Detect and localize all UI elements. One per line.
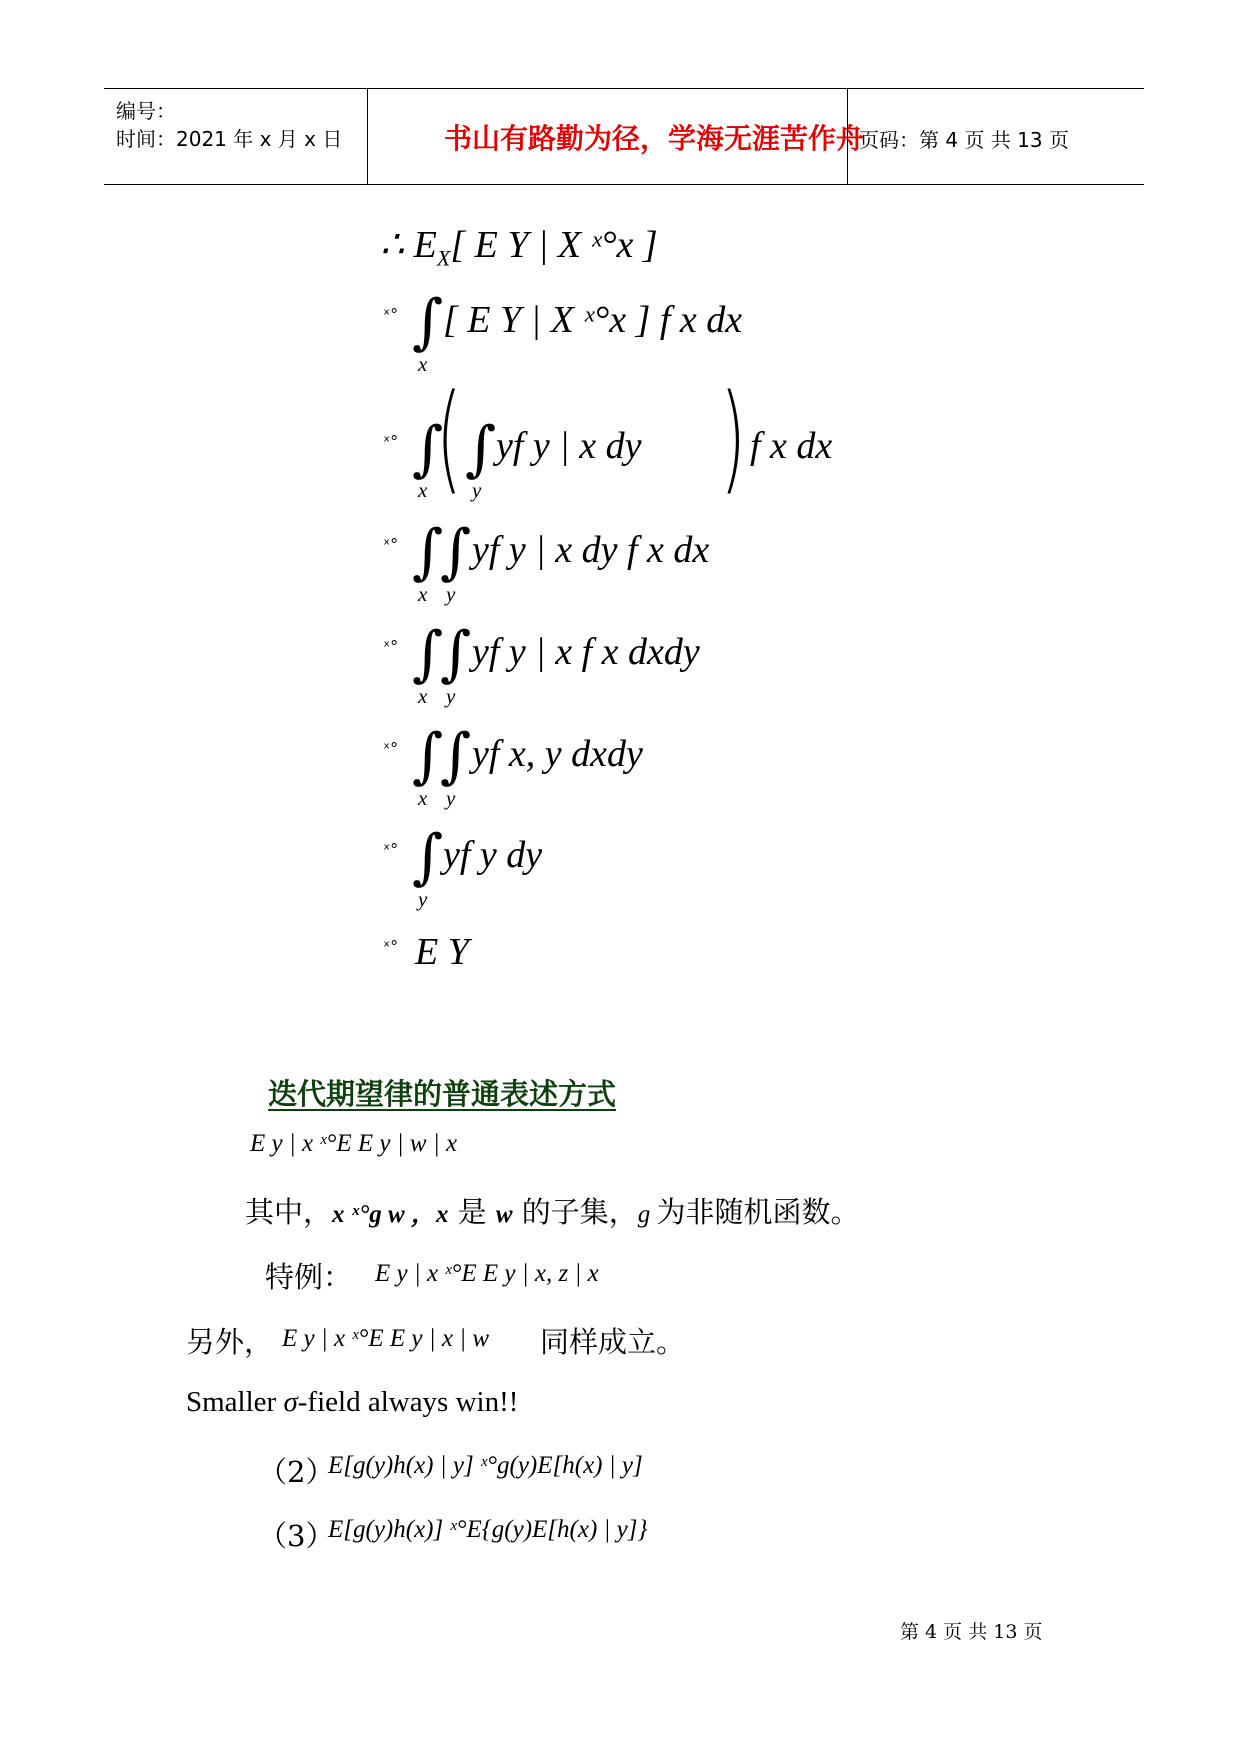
right-paren: ) [720,368,746,506]
document-number-label: 编号： [116,99,176,123]
integral-sign: ∫ [412,822,444,892]
besides-tail: 同样成立。 [540,1325,686,1359]
equals-glyph: ˣ° [383,840,399,859]
item-2-label: （2） [258,1455,335,1489]
derivation-line-4: yf y | x dy f x dx [472,529,710,571]
iterated-expectation-formula: E y | x ˣ°E E y | w | x [250,1130,458,1157]
derivation-line-1: ∴ $E_X$[ E Y | X ˣ°x ] [380,224,658,271]
left-paren: ( [436,368,462,506]
header-page-number: 页码：第 4 页 共 13 页 [859,128,1069,152]
besides-formula: E y | x ˣ°E E y | x | w [282,1325,490,1352]
integral-sign: ∫ [412,414,444,484]
derivation-line-7: yf y dy [443,834,543,876]
section-heading: 迭代期望律的普通表述方式 [268,1077,617,1111]
derivation-line-6: yf x, y dxdy [472,733,643,775]
derivation-line-2: [ E Y | X ˣ°x ] f x dx [443,299,743,341]
equals-glyph: ˣ° [383,305,399,324]
equals-glyph: ˣ° [383,739,399,758]
integral-subscript: x [418,786,428,810]
derivation-line-5: yf y | x f x dxdy [472,631,700,673]
equals-glyph: ˣ° [383,637,399,656]
integral-sign: ∫ [412,619,444,689]
integral-subscript: y [446,684,456,708]
equals-glyph: ˣ° [383,432,399,451]
integral-subscript: x [418,478,428,502]
integral-sign: ∫ [412,517,444,587]
equals-glyph: ˣ° [383,535,399,554]
integral-sign: ∫ [465,414,497,484]
integral-subscript: y [446,582,456,606]
integral-subscript: x [418,352,428,376]
equals-glyph: ˣ° [383,937,399,956]
integral-sign: ∫ [412,287,444,357]
condition-sentence: 其中，x ˣ°g w ，x 是 w 的子集，g 为非随机函数。 [245,1195,860,1229]
header-motto: 书山有路勤为径，学海无涯苦作舟 [443,122,864,155]
integral-sign: ∫ [412,721,444,791]
integral-subscript: y [446,786,456,810]
header-divider [367,89,368,184]
integral-subscript: y [472,478,482,502]
document-date-label: 时间：2021 年 x 月 x 日 [116,127,343,151]
item-2-formula: E[g(y)h(x) | y] ˣ°g(y)E[h(x) | y] [328,1452,643,1479]
integral-sign: ∫ [440,619,472,689]
integral-subscript: x [418,582,428,606]
integral-subscript: x [418,684,428,708]
page-header [104,88,1144,185]
integral-sign: ∫ [440,721,472,791]
item-3-formula: E[g(y)h(x)] ˣ°E{g(y)E[h(x) | y]} [328,1516,648,1543]
integral-sign: ∫ [440,517,472,587]
smaller-sigma-field-note: Smaller σ-field always win!! [186,1386,519,1418]
derivation-line-3-inner: yf y | x dy [496,425,642,467]
special-case-formula: E y | x ˣ°E E y | x, z | x [375,1260,599,1287]
integral-subscript: y [418,887,428,911]
besides-label: 另外， [186,1325,274,1359]
special-case-label: 特例： [265,1260,353,1294]
derivation-line-3-rest: f x dx [750,425,833,467]
page-footer: 第 4 页 共 13 页 [900,1621,1043,1643]
derivation-line-8: E Y [415,931,469,973]
item-3-label: （3） [258,1519,335,1553]
header-divider [847,89,848,184]
